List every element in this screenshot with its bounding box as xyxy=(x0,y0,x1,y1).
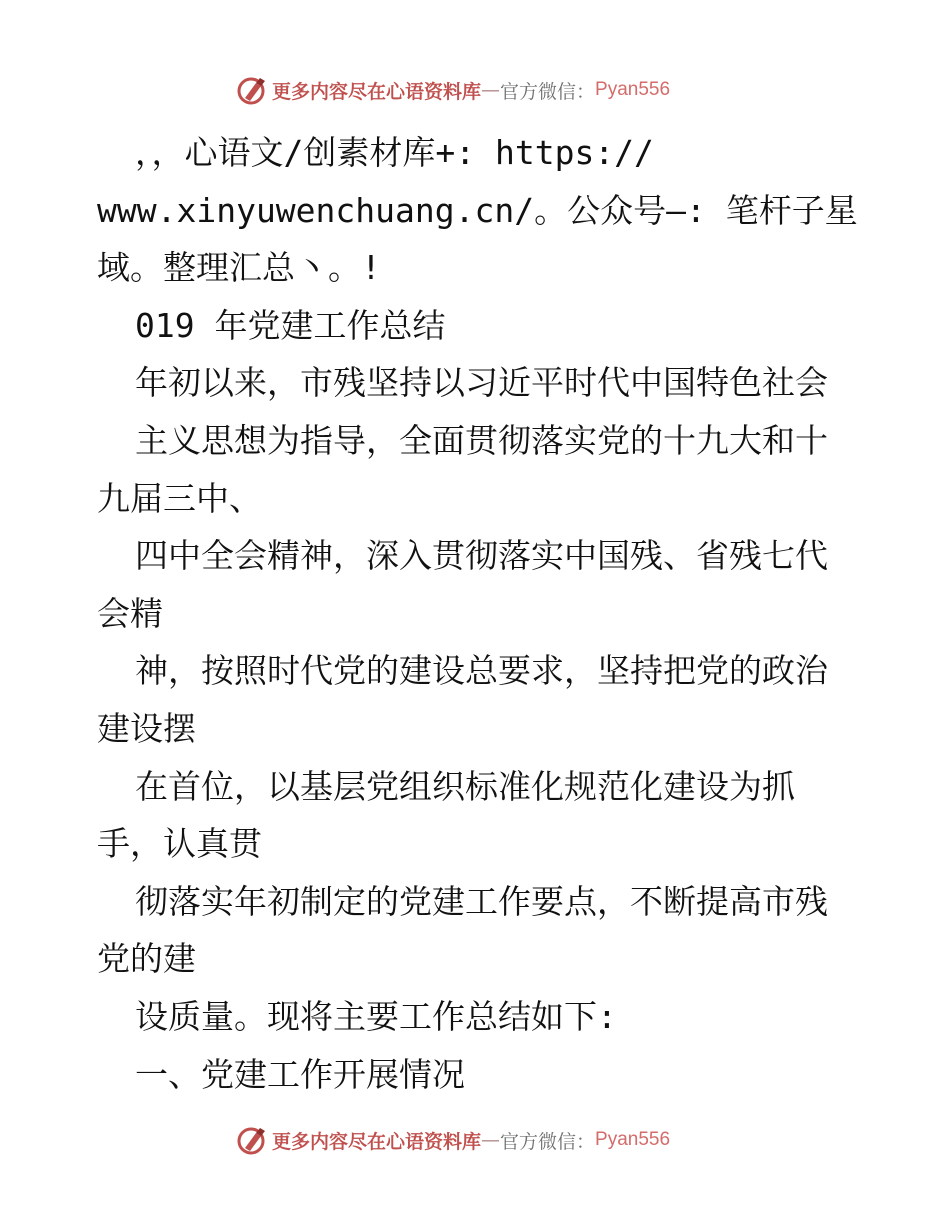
text-line: 域。整理汇总丶。! xyxy=(97,248,381,288)
footer-dash: — xyxy=(481,1129,501,1151)
document-body xyxy=(97,124,857,1103)
section-heading: 一、党建工作开展情况 xyxy=(135,1054,465,1094)
header-banner xyxy=(236,73,670,107)
text-line: 九届三中、 xyxy=(97,478,262,518)
footer-wechat-handle: Pyan556 xyxy=(595,1129,671,1150)
red-pen-circle-logo-icon xyxy=(236,1124,268,1156)
text-line: 党的建 xyxy=(97,939,196,979)
header-dash: — xyxy=(481,79,501,101)
section-title: 019 年党建工作总结 xyxy=(135,305,446,345)
text-line: 手，认真贯 xyxy=(97,824,262,864)
text-line: 在首位，以基层党组织标准化规范化建设为抓 xyxy=(135,766,795,806)
text-line: ，，心语文/创素材库+: https:// xyxy=(135,133,654,172)
text-line: 四中全会精神，深入贯彻落实中国残、省残七代 xyxy=(135,536,828,576)
footer-wechat-label: 官方微信： xyxy=(500,1130,596,1153)
text-line: 年初以来，市残坚持以习近平时代中国特色社会 xyxy=(135,363,828,403)
text-line: 主义思想为指导，全面贯彻落实党的十九大和十 xyxy=(135,420,828,460)
footer-promo-text: 更多内容尽在心语资料库 xyxy=(272,1130,482,1153)
text-line: www.xinyuwenchuang.cn/。公众号—: 笔杆子星 xyxy=(97,190,858,230)
text-line: 会精 xyxy=(97,593,163,633)
text-line: 神，按照时代党的建设总要求，坚持把党的政治 xyxy=(135,651,828,691)
header-wechat-handle: Pyan556 xyxy=(595,79,671,100)
header-promo-text: 更多内容尽在心语资料库 xyxy=(272,80,482,103)
text-line: 建设摆 xyxy=(97,708,196,748)
red-pen-circle-logo-icon xyxy=(236,74,268,106)
text-line: 设质量。现将主要工作总结如下: xyxy=(135,996,617,1036)
footer-banner xyxy=(236,1123,670,1157)
header-wechat-label: 官方微信： xyxy=(500,80,596,103)
text-line: 彻落实年初制定的党建工作要点，不断提高市残 xyxy=(135,881,828,921)
